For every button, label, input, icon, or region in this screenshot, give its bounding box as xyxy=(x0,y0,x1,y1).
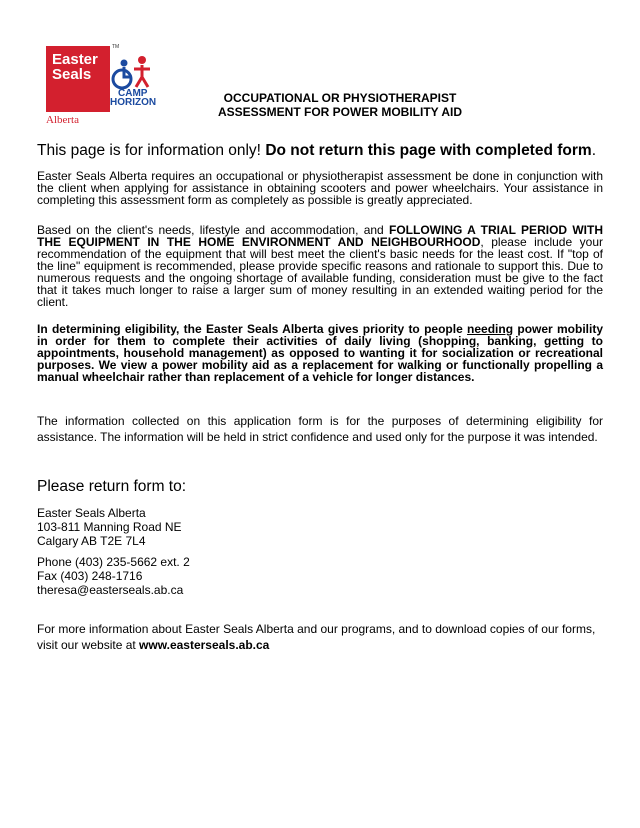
p3-underlined: needing xyxy=(467,322,514,336)
camp-horizon-figure-icon xyxy=(110,55,176,91)
logo-line2: Seals xyxy=(52,66,92,83)
city-address: Calgary AB T2E 7L4 xyxy=(37,534,146,548)
p2-end: , please include your recommendation of the equipment that will best meet the client's basic needs for the least cost. If "top of the line" equipment is recommended, please provide specific reasons and rationale to support this. Due to numerous requests and the ongoing shortage of available funding, consideration must be give to the fact that it takes much longer to raise a larger sum of money resulting in an extended waiting period for the client. xyxy=(37,235,603,309)
easter-seals-logo-text xyxy=(52,52,98,82)
page-title-line1: OCCUPATIONAL OR PHYSIOTHERAPIST xyxy=(223,91,457,105)
website-link[interactable]: www.easterseals.ab.ca xyxy=(139,638,270,652)
confidentiality-paragraph: The information collected on this application form is for the purposes of determining eligibility for assistance. The information will be held in strict confidence and used only for the purpose it was intended. xyxy=(37,414,603,444)
org-name: Easter Seals Alberta xyxy=(37,506,146,520)
horizon-text: HORIZON xyxy=(110,97,157,108)
footer-text xyxy=(37,621,603,653)
logo-line1: Easter xyxy=(52,51,98,68)
p2-bold: FOLLOWING A TRIAL PERIOD WITH THE EQUIPMENT IN THE HOME ENVIRONMENT AND NEIGHBOURHOOD xyxy=(37,223,604,249)
camp-text: CAMP xyxy=(118,88,148,99)
intro-paragraph: Easter Seals Alberta requires an occupational or physiotherapist assessment be done in conjunction with the client when applying for assistance in obtaining scooters and power wheelchairs. Your assistance in completing this assessment form as completely as possible is greatly appreciated. xyxy=(37,169,603,207)
footer-plain: For more information about Easter Seals Alberta and our programs, and to download copies of our forms, visit our website at xyxy=(37,622,596,652)
fax-number: Fax (403) 248-1716 xyxy=(37,569,143,583)
address-block xyxy=(37,506,182,548)
street-address: 103-811 Manning Road NE xyxy=(37,520,182,534)
email-link[interactable]: theresa@easterseals.ab.ca xyxy=(37,583,184,597)
contact-block xyxy=(37,555,190,597)
p3-start: In determining eligibility, the Easter Seals Alberta gives priority to people xyxy=(37,322,468,336)
phone-number: Phone (403) 235-5662 ext. 2 xyxy=(37,555,190,569)
notice-bold: Do not return this page with completed form xyxy=(265,142,592,159)
logo-region: Alberta xyxy=(46,114,79,126)
page-title-line2: ASSESSMENT FOR POWER MOBILITY AID xyxy=(217,105,462,119)
notice-end: . xyxy=(591,142,596,159)
camp-horizon-logo xyxy=(110,55,176,110)
easter-seals-logo xyxy=(46,44,120,126)
p2-start: Based on the client's needs, lifestyle and accommodation, and xyxy=(37,223,390,237)
info-notice xyxy=(37,142,596,160)
return-heading: Please return form to: xyxy=(37,478,187,495)
eligibility-paragraph xyxy=(37,323,603,383)
trademark: TM xyxy=(112,44,120,50)
recommendation-paragraph xyxy=(37,224,603,308)
notice-plain: This page is for information only! xyxy=(37,142,266,159)
p3-end: power mobility in order for them to complete their activities of daily living (shopping, banking, getting to appointments, household management) as opposed to wanting it for socialization or recreational purposes. We view a power mobility aid as a replacement for walking or functionally propelling a manual wheelchair rather than replacement of a vehicle for longer distances. xyxy=(37,322,603,384)
